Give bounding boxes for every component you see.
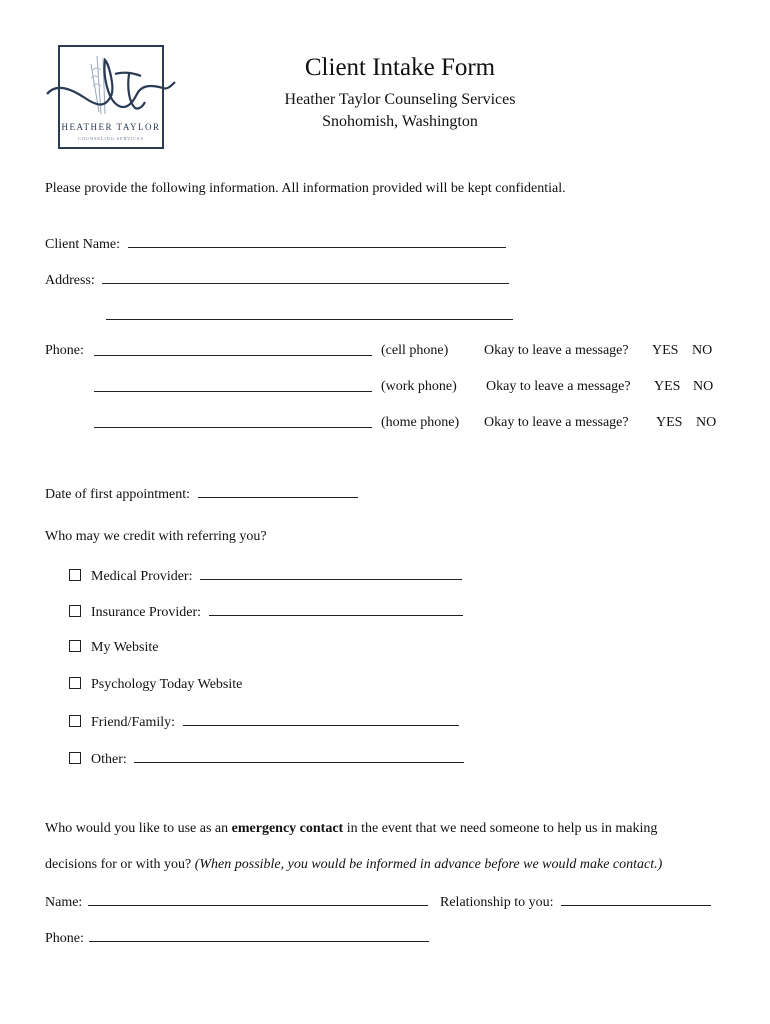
work-message-question: Okay to leave a message? — [486, 379, 631, 394]
referral-option-medical — [69, 567, 462, 585]
form-title: Client Intake Form — [304, 54, 496, 81]
work-phone-type: (work phone) — [381, 379, 457, 394]
address-row — [45, 271, 509, 289]
practice-name: Heather Taylor Counseling Services — [284, 91, 516, 108]
logo-tagline: COUNSELING SERVICES — [78, 136, 144, 141]
referral-option-insurance — [69, 603, 463, 621]
cell-phone-type: (cell phone) — [381, 343, 449, 358]
friend-family-checkbox[interactable] — [69, 715, 81, 727]
medical-provider-field[interactable] — [200, 567, 462, 580]
emergency-intro-line1: Who would you like to use as an emergency contact in the event that we need someone to help us in making — [45, 821, 658, 836]
address-field-line1[interactable] — [102, 271, 509, 284]
referral-option-other — [69, 750, 464, 768]
relationship-field[interactable] — [561, 893, 711, 906]
relationship-row — [440, 893, 711, 911]
work-message-yes[interactable]: YES — [654, 379, 681, 394]
cell-phone-field[interactable] — [94, 343, 372, 356]
emergency-name-row — [45, 893, 428, 911]
my-website-checkbox[interactable] — [69, 640, 81, 652]
medical-provider-checkbox[interactable] — [69, 569, 81, 581]
other-checkbox[interactable] — [69, 752, 81, 764]
emergency-note: (When possible, you would be informed in advance before we would make contact.) — [194, 857, 663, 872]
cell-message-no[interactable]: NO — [692, 343, 713, 358]
work-phone-field[interactable] — [94, 379, 372, 392]
referral-option-friend — [69, 713, 459, 731]
address-field-line2[interactable] — [106, 307, 513, 320]
emergency-phone-field[interactable] — [89, 929, 429, 942]
relationship-label: Relationship to you: — [440, 895, 554, 910]
medical-provider-label: Medical Provider: — [91, 569, 193, 584]
first-appointment-field[interactable] — [198, 485, 358, 498]
psychology-today-label: Psychology Today Website — [91, 677, 243, 692]
emergency-phone-label: Phone: — [45, 931, 84, 946]
my-website-label: My Website — [91, 640, 159, 655]
emergency-intro-line2: decisions for or with you? (When possible, you would be informed in advance before we would make contact.) — [45, 857, 663, 872]
insurance-provider-field[interactable] — [209, 603, 463, 616]
other-label: Other: — [91, 752, 127, 767]
home-phone-field[interactable] — [94, 415, 372, 428]
first-appointment-label: Date of first appointment: — [45, 487, 191, 502]
emergency-contact-emphasis: emergency contact — [231, 821, 344, 836]
cell-message-question: Okay to leave a message? — [484, 343, 629, 358]
insurance-provider-label: Insurance Provider: — [91, 605, 202, 620]
referral-question: Who may we credit with referring you? — [45, 529, 267, 544]
friend-family-label: Friend/Family: — [91, 715, 175, 730]
emergency-name-field[interactable] — [88, 893, 428, 906]
emergency-name-label: Name: — [45, 895, 83, 910]
intro-text: Please provide the following information. All information provided will be kept confidential. — [45, 181, 566, 196]
cell-message-yes[interactable]: YES — [652, 343, 679, 358]
client-name-label: Client Name: — [45, 237, 121, 252]
referral-option-psychology-today — [69, 677, 242, 693]
practice-location: Snohomish, Washington — [322, 113, 478, 130]
emergency-phone-row — [45, 929, 429, 947]
home-phone-type: (home phone) — [381, 415, 460, 430]
home-message-no[interactable]: NO — [696, 415, 717, 430]
psychology-today-checkbox[interactable] — [69, 677, 81, 689]
home-message-question: Okay to leave a message? — [484, 415, 629, 430]
phone-label: Phone: — [45, 343, 84, 358]
friend-family-field[interactable] — [183, 713, 459, 726]
home-message-yes[interactable]: YES — [656, 415, 683, 430]
client-name-field[interactable] — [128, 235, 506, 248]
first-appointment-row — [45, 485, 358, 503]
referral-option-website — [69, 640, 158, 656]
insurance-provider-checkbox[interactable] — [69, 605, 81, 617]
client-name-row — [45, 235, 506, 253]
work-message-no[interactable]: NO — [693, 379, 714, 394]
other-field[interactable] — [134, 750, 464, 763]
logo-name: HEATHER TAYLOR — [61, 122, 161, 132]
address-label: Address: — [45, 273, 95, 288]
